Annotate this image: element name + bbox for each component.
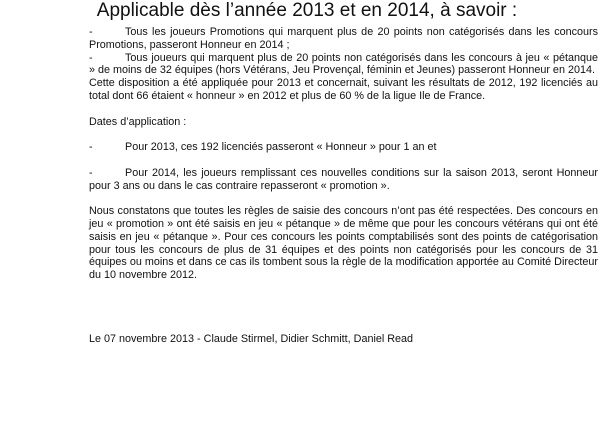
signature-line: Le 07 novembre 2013 - Claude Stirmel, Didier Schmitt, Daniel Read (89, 332, 414, 345)
bullet-promotions (89, 26, 598, 52)
bullet-text: Tous joueurs qui marquent plus de 20 points non catégorisés dans les concours à jeu « pétanque » de moins de 32 équipes (hors Vétérans, Jeu Provençal, féminin et Jeunes) passeront Honneur en 2014. (89, 51, 598, 77)
document-body (89, 26, 598, 346)
bullet-date-2013 (89, 141, 598, 154)
bullet-text: Tous les joueurs Promotions qui marquent plus de 20 points non catégorisés dans les concours Promotions, passeront Honneur en 2014 ; (89, 26, 598, 51)
paragraph-disposition: Cette disposition a été appliquée pour 2013 et concernait, suivant les résultats de 2012, 192 licenciés au total dont 66 étaient « honneur » en 2012 et plus de 60 % de la ligue Ile de France. (89, 77, 598, 102)
dates-label: Dates d’application : (89, 115, 187, 128)
bullet-dash: - (89, 166, 93, 179)
bullet-dash: - (89, 51, 93, 64)
paragraph-constat: Nous constatons que toutes les règles de saisie des concours n’ont pas été respectées. Des concours en jeu « promotion » ont été saisis en jeu « pétanque » de même que pour les concours vétérans qui ont été saisis en jeu « pétanque ». Pour ces concours les points comptabilisés sont des points de catégorisation pour tous les concours de plus de 31 équipes et des points non catégorisés pour les concours de 31 équipes ou moins et dans ce cas ils tombent sous la règle de la modification apportée au Comité Directeur du 10 novembre 2012. (89, 205, 598, 282)
bullet-text: Pour 2014, les joueurs remplissant ces nouvelles conditions sur la saison 2013, seront Honneur pour 3 ans ou dans le cas contraire repasseront « promotion ». (89, 166, 598, 192)
bullet-dash: - (89, 141, 93, 154)
bullet-text: Pour 2013, ces 192 licenciés passeront « Honneur » pour 1 an et (125, 141, 437, 154)
bullet-date-2014 (89, 167, 598, 193)
document-title: Applicable dès l’année 2013 et en 2014, à savoir : (96, 0, 518, 21)
bullet-dash: - (89, 26, 93, 38)
bullet-petanque (89, 52, 598, 78)
